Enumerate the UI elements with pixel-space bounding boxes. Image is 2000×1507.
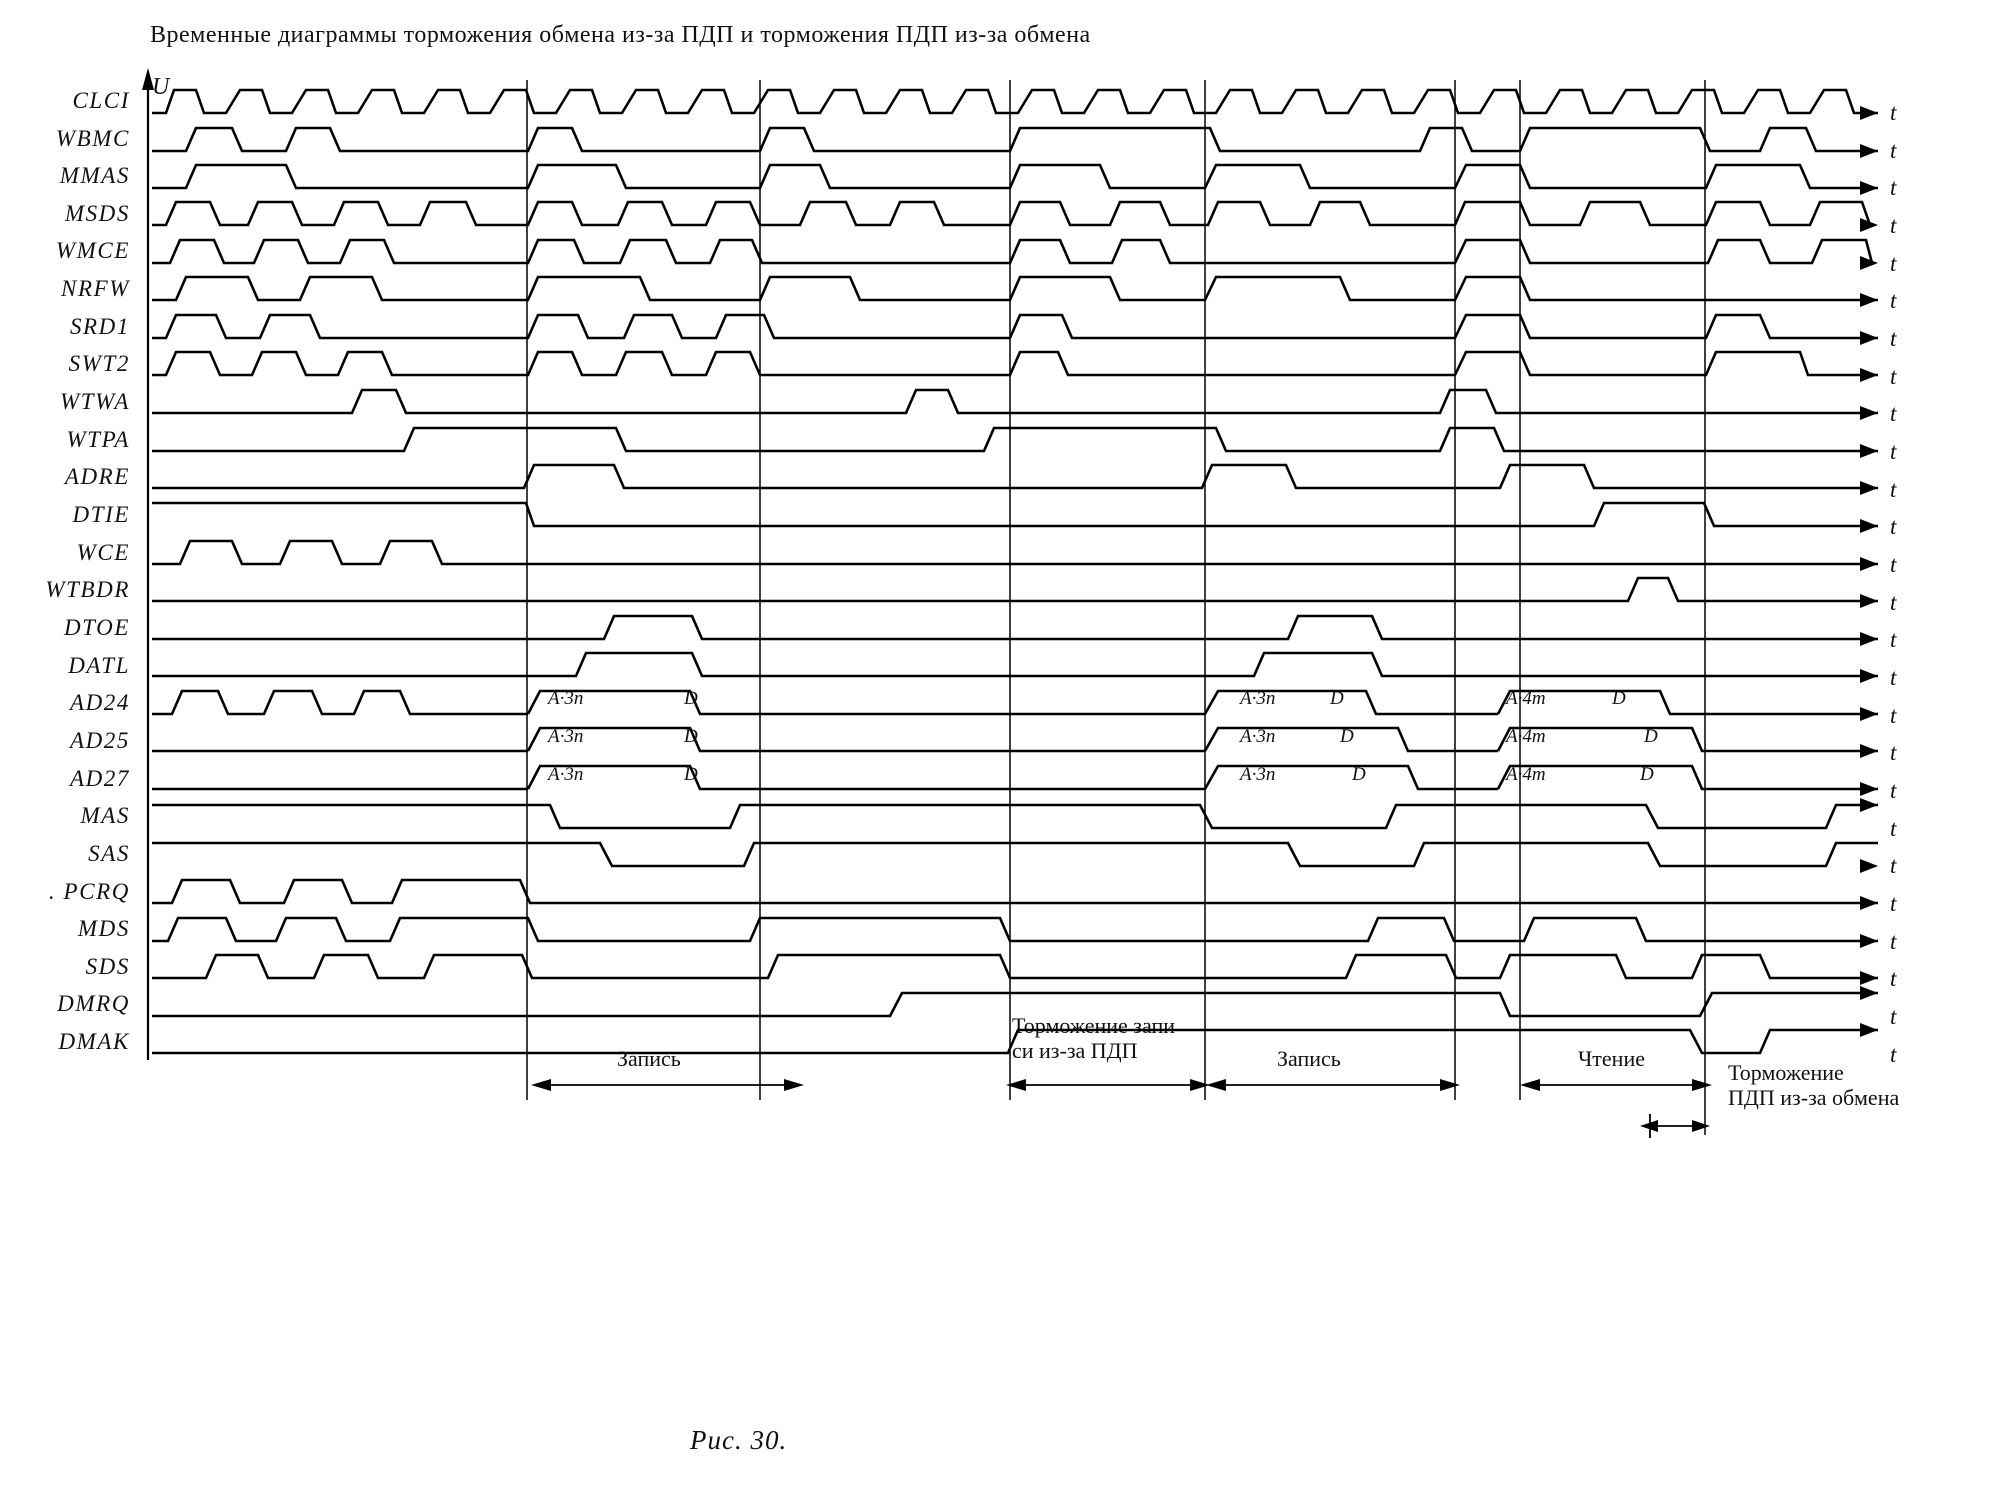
time-label-ad27: t xyxy=(1890,778,1897,803)
signal-label-sas: SAS xyxy=(88,841,130,866)
voltage-axis-label: U xyxy=(152,74,170,100)
signal-label-ad27: AD27 xyxy=(69,766,130,791)
time-label-ad25: t xyxy=(1890,740,1897,765)
signal-label-swt2: SWT2 xyxy=(68,351,130,376)
bus-annotation: D xyxy=(684,764,698,785)
signal-label-dmrq: DMRQ xyxy=(57,991,130,1016)
signal-label-wtbdr: WTBDR xyxy=(45,577,130,602)
time-label-mas: t xyxy=(1890,816,1897,841)
bus-annotation: A·3n xyxy=(1240,688,1276,709)
signal-label-wbmc: WBMC xyxy=(55,126,130,151)
signal-label-mmas: MMAS xyxy=(59,163,130,188)
waveform-wtwa xyxy=(152,390,1878,413)
bus-annotation: A·4т xyxy=(1506,688,1546,709)
signal-label-sds: SDS xyxy=(85,954,130,979)
bus-annotation: D xyxy=(1644,726,1658,747)
phase-label-write-2: Запись xyxy=(1277,1046,1341,1071)
time-label-adre: t xyxy=(1890,477,1897,502)
figure-caption: Временные диаграммы торможения обмена из-за ПДП и торможения ПДП из-за обмена xyxy=(150,22,1091,48)
time-label-mds: t xyxy=(1890,929,1897,954)
bus-annotation: D xyxy=(1330,688,1344,709)
waveform-srd1 xyxy=(152,315,1878,338)
phase-label-write-1: Запись xyxy=(617,1046,681,1071)
signal-label-wce: WCE xyxy=(76,540,130,565)
time-label-nrfw: t xyxy=(1890,288,1897,313)
signal-label-ad25: AD25 xyxy=(69,728,130,753)
time-label-wtpa: t xyxy=(1890,439,1897,464)
time-label-wmce: t xyxy=(1890,251,1897,276)
waveform-ad25-bus3 xyxy=(1498,728,1878,751)
waveform-ad24-bus2 xyxy=(1205,691,1455,714)
time-label-srd1: t xyxy=(1890,326,1897,351)
waveform-wtbdr xyxy=(152,578,1878,601)
waveform-sds xyxy=(152,955,1878,978)
waveform-mds xyxy=(152,918,1878,941)
time-label-dtoe: t xyxy=(1890,627,1897,652)
waveform-wtpa xyxy=(152,428,1878,451)
time-label-ad24: t xyxy=(1890,703,1897,728)
waveform-ad27-bus xyxy=(528,766,760,789)
signal-label-dmak: DMAK xyxy=(58,1029,130,1054)
waveform-mas xyxy=(152,805,1878,828)
time-label-dmak: t xyxy=(1890,1042,1897,1067)
time-label-wbmc: t xyxy=(1890,138,1897,163)
figure-number: Рис. 30. xyxy=(690,1425,788,1455)
bus-annotation: A·3n xyxy=(548,688,584,709)
signal-label-nrfw: NRFW xyxy=(61,276,130,301)
waveform-ad27-bus2 xyxy=(1205,766,1455,789)
time-label-wtwa: t xyxy=(1890,401,1897,426)
time-label-sds: t xyxy=(1890,966,1897,991)
phase-dimension-arrows xyxy=(531,1079,1712,1138)
waveform-dtie xyxy=(152,503,1878,526)
signal-label-mas: MAS xyxy=(80,803,130,828)
time-label-wtbdr: t xyxy=(1890,590,1897,615)
bus-annotation: D xyxy=(684,688,698,709)
time-label-pcrq: t xyxy=(1890,891,1897,916)
waveform-msds xyxy=(152,202,1870,225)
bus-annotation: A·4т xyxy=(1506,726,1546,747)
waveform-ad24 xyxy=(152,691,528,714)
bus-annotation: D xyxy=(684,726,698,747)
phase-label-read: Чтение xyxy=(1578,1046,1645,1071)
waveform-wbmc xyxy=(152,128,1878,151)
signal-label-ad24: AD24 xyxy=(69,690,130,715)
time-label-datl: t xyxy=(1890,665,1897,690)
time-label-swt2: t xyxy=(1890,364,1897,389)
time-label-mmas: t xyxy=(1890,175,1897,200)
phase-line-2: ПДП из-за обмена xyxy=(1728,1085,1900,1111)
signal-label-adre: ADRE xyxy=(64,464,130,489)
bus-annotation: A·3n xyxy=(1240,764,1276,785)
time-label-dtie: t xyxy=(1890,514,1897,539)
phase-line-1: Торможение запи xyxy=(1012,1013,1176,1038)
signal-label-mds: MDS xyxy=(77,916,130,941)
waveform-ad27-bus3 xyxy=(1498,766,1878,789)
waveform-adre xyxy=(152,465,1878,488)
signal-label-pcrq: . PCRQ xyxy=(48,879,130,904)
waveform-ad25-bus xyxy=(528,728,760,751)
waveform-dmak xyxy=(152,1030,1878,1053)
bus-annotation: D xyxy=(1352,764,1366,785)
waveform-ad24-bus3 xyxy=(1498,691,1878,714)
waveform-ad25-bus2 xyxy=(1205,728,1455,751)
waveform-nrfw xyxy=(152,277,1878,300)
time-label-clci: t xyxy=(1890,100,1897,125)
phase-line-1: Торможение xyxy=(1728,1060,1844,1085)
signal-label-wtwa: WTWA xyxy=(60,389,130,414)
waveform-ad24-bus xyxy=(528,691,760,714)
signal-label-clci: CLCI xyxy=(72,88,130,113)
waveform-sas xyxy=(152,843,1878,866)
waveform-mmas xyxy=(152,165,1878,188)
waveform-dtoe xyxy=(152,616,1878,639)
signal-label-dtoe: DTOE xyxy=(63,615,130,640)
bus-annotation: A·3n xyxy=(548,726,584,747)
waveform-group xyxy=(152,90,1878,1053)
bus-annotation: A·3n xyxy=(548,764,584,785)
bus-annotation: D xyxy=(1340,726,1354,747)
signal-label-dtie: DTIE xyxy=(72,502,130,527)
time-label-wce: t xyxy=(1890,552,1897,577)
signal-label-datl: DATL xyxy=(68,653,130,678)
waveform-pcrq xyxy=(152,880,1878,903)
signal-label-wtpa: WTPA xyxy=(66,427,130,452)
waveform-dmrq xyxy=(152,993,1878,1016)
signal-label-wmce: WMCE xyxy=(55,238,130,263)
waveform-wce xyxy=(152,541,1878,564)
waveform-datl xyxy=(152,653,1878,676)
waveform-swt2 xyxy=(152,352,1878,375)
phase-line-2: си из-за ПДП xyxy=(1012,1038,1138,1064)
waveform-wmce xyxy=(152,240,1872,263)
bus-annotation: D xyxy=(1612,688,1626,709)
waveform-clci xyxy=(152,90,1878,113)
time-label-dmrq: t xyxy=(1890,1004,1897,1029)
signal-label-msds: MSDS xyxy=(64,201,130,226)
bus-annotation: D xyxy=(1640,764,1654,785)
time-label-msds: t xyxy=(1890,213,1897,238)
bus-annotation: A·4т xyxy=(1506,764,1546,785)
signal-label-srd1: SRD1 xyxy=(69,314,130,339)
time-label-sas: t xyxy=(1890,853,1897,878)
bus-annotation: A·3n xyxy=(1240,726,1276,747)
